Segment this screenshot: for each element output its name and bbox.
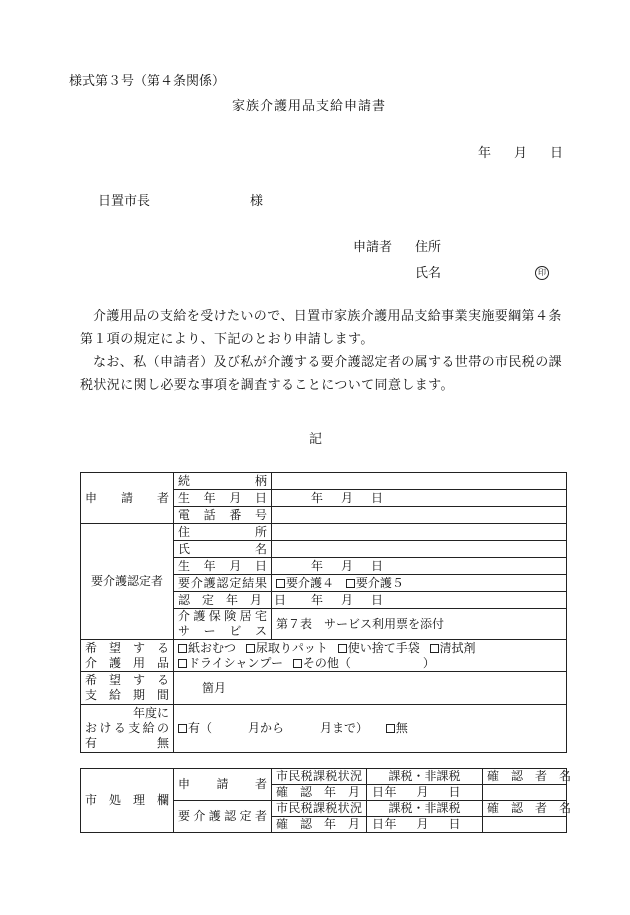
cert-result-label: 要介護認定結果: [174, 575, 272, 592]
prior-line3: 有 無: [85, 736, 169, 750]
desired-items-options: [174, 640, 567, 672]
application-table: [80, 472, 567, 753]
applicant-confirm-date-field[interactable]: 年 月 日: [367, 785, 483, 801]
gloves-label: 使い捨て手袋: [347, 640, 420, 655]
applicant-confirmer-field[interactable]: [483, 785, 567, 801]
prior-no-checkbox[interactable]: [386, 724, 395, 733]
city-applicant-label: 申 請 者: [174, 769, 272, 801]
cert-result-field: [272, 575, 567, 592]
care-name-field[interactable]: [272, 541, 567, 558]
desired-items-line2: 介 護 用 品: [85, 655, 170, 670]
period-line1: 希 望 す る: [85, 673, 170, 687]
prior-yes-checkbox[interactable]: [178, 724, 187, 733]
urine-pad-checkbox[interactable]: [246, 644, 255, 653]
applicant-birthdate-field[interactable]: 年 月 日: [272, 490, 567, 507]
ki-heading: 記: [309, 432, 323, 447]
applicant-section-label: 申 請 者: [81, 473, 174, 524]
period-label: [81, 672, 174, 705]
care-birthdate-label: 生 年 月 日: [174, 558, 272, 575]
prior-support-field: [174, 705, 567, 753]
care-address-field[interactable]: [272, 524, 567, 541]
service-note: 第７表 サービス利用票を添付: [272, 609, 567, 640]
period-line2: 支 給 期 間: [85, 688, 170, 702]
applicant-label: 申請者: [353, 240, 393, 255]
urine-pad-label: 尿取りパット: [255, 640, 328, 655]
phone-field[interactable]: [272, 507, 567, 524]
cert-date-field[interactable]: 年 月 日: [272, 592, 567, 609]
prior-yes-label: 有（ 月から 月まで）: [188, 721, 369, 735]
care4-label: 要介護４: [286, 575, 335, 590]
diaper-label: 紙おむつ: [188, 640, 237, 655]
applicant-confirmer-label: 確 認 者 名: [483, 769, 567, 785]
form-number: 様式第３号（第４条関係）: [69, 74, 226, 89]
period-field[interactable]: 箇月: [174, 672, 567, 705]
applicant-taxed-option[interactable]: 課税・非課税: [367, 769, 483, 785]
seal-mark: 印: [535, 263, 549, 280]
body-paragraphs: [80, 305, 570, 397]
applicant-birthdate-label: 生 年 月 日: [174, 490, 272, 507]
paragraph-request: 介護用品の支給を受けたいので、日置市家族介護用品支給事業実施要綱第４条第１項の規定により、下記のとおり申請します。: [80, 309, 562, 347]
city-care-person-label: 要介護認定者: [174, 801, 272, 833]
gloves-checkbox[interactable]: [338, 644, 347, 653]
date-line: 年 月 日: [478, 146, 569, 161]
paragraph-consent: なお、私（申請者）及び私が介護する要介護認定者の属する世帯の市民税の課税状況に関し必要な事項を調査することについて同意します。: [80, 355, 563, 393]
city-processing-table: [80, 768, 572, 833]
care5-checkbox[interactable]: [346, 579, 355, 588]
relationship-label: 続 柄: [174, 473, 272, 490]
document-title: 家族介護用品支給申請書: [232, 99, 387, 114]
home-service-line2: サ ー ビ ス: [178, 624, 267, 638]
name-label: 氏名: [415, 266, 442, 281]
dry-shampoo-label: ドライシャンプー: [188, 655, 284, 670]
prior-line2: おける支給の: [85, 721, 169, 735]
wipes-label: 清拭剤: [439, 640, 476, 655]
applicant-tax-status-label: 市民税課税状況: [272, 769, 367, 785]
care-section-label: 要介護認定者: [81, 524, 174, 640]
cert-date-label: 認 定 年 月 日: [174, 592, 272, 609]
care-confirmer-label: 確 認 者 名: [483, 801, 567, 817]
phone-label: 電 話 番 号: [174, 507, 272, 524]
city-section-label: 市 処 理 欄: [81, 769, 174, 833]
other-item-label: その他（ ）: [302, 655, 435, 670]
prior-no-label: 無: [395, 721, 408, 735]
desired-items-line1: 希 望 す る: [85, 640, 170, 655]
home-service-label: [174, 609, 272, 640]
home-service-line1: 介護保険居宅: [178, 609, 267, 623]
relationship-field[interactable]: [272, 473, 567, 490]
other-item-checkbox[interactable]: [293, 659, 302, 668]
care-taxed-option[interactable]: 課税・非課税: [367, 801, 483, 817]
care-tax-status-label: 市民税課税状況: [272, 801, 367, 817]
care4-checkbox[interactable]: [276, 579, 285, 588]
desired-items-label: [81, 640, 174, 672]
care-address-label: 住 所: [174, 524, 272, 541]
dry-shampoo-checkbox[interactable]: [178, 659, 187, 668]
wipes-checkbox[interactable]: [430, 644, 439, 653]
applicant-confirm-date-label: 確 認 年 月 日: [272, 785, 367, 801]
honorific: 様: [250, 194, 264, 209]
prior-line1: 年度に: [132, 706, 169, 720]
care-confirmer-field[interactable]: [483, 817, 567, 833]
care-birthdate-field[interactable]: 年 月 日: [272, 558, 567, 575]
prior-support-label: [81, 705, 174, 753]
diaper-checkbox[interactable]: [178, 644, 187, 653]
care-confirm-date-label: 確 認 年 月 日: [272, 817, 367, 833]
care-name-label: 氏 名: [174, 541, 272, 558]
addressee: 日置市長: [98, 194, 151, 209]
care5-label: 要介護５: [355, 575, 404, 590]
address-label: 住所: [415, 240, 442, 255]
care-confirm-date-field[interactable]: 年 月 日: [367, 817, 483, 833]
